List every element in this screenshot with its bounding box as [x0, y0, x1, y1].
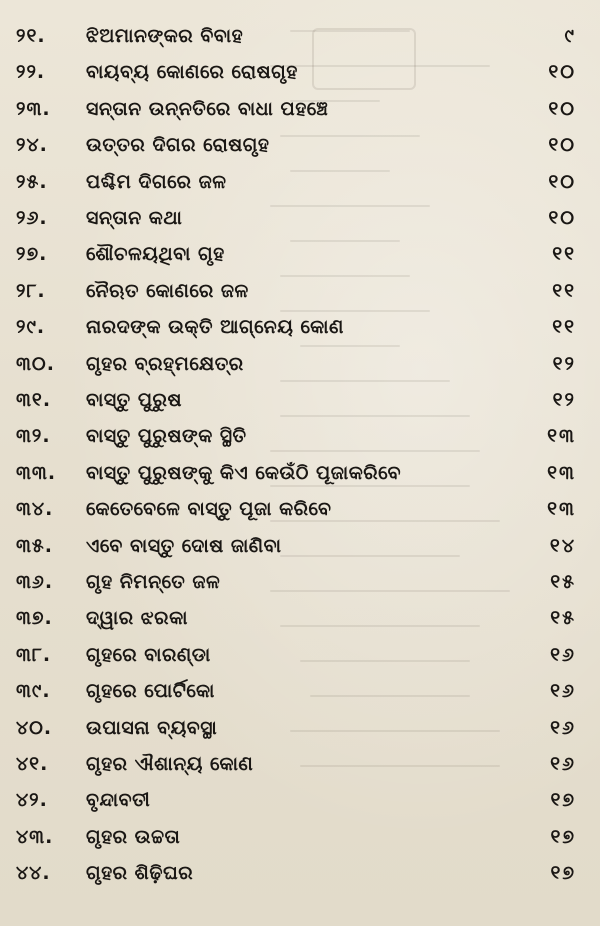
entry-page-number: ୧୫ [550, 607, 576, 629]
entry-page-number: ୧୧ [552, 243, 576, 265]
entry-number: ୩୭. [16, 607, 53, 629]
entry-title: ଦ୍ୱାର ଝରକା [86, 607, 188, 629]
entry-title: ଉତ୍ତର ଦିଗର ରୋଷଗୃହ [86, 134, 270, 156]
entry-page-number: ୧୧ [552, 280, 576, 302]
entry-title: ସନ୍ତାନ ଉନ୍ନତିରେ ବାଧା ପହଞ୍ଚେ [86, 98, 329, 120]
entry-title: ବାସ୍ତୁ ପୁରୁଷଙ୍କୁ କିଏ କେଉଁଠି ପୂଜାକରିବେ [86, 462, 402, 484]
entry-title: କେତେବେଳେ ବାସ୍ତୁ ପୂଜା କରିବେ [86, 498, 332, 520]
entry-number: ୩୯. [16, 680, 51, 702]
entry-page-number: ୧୦ [548, 171, 576, 193]
entry-title: ନୈଋତ କୋଣରେ ଜଳ [86, 280, 249, 302]
toc-entry[interactable] [0, 420, 600, 452]
toc-entry[interactable] [0, 56, 600, 88]
entry-page-number: ୧୭ [550, 862, 576, 884]
toc-entry[interactable] [0, 311, 600, 343]
entry-title: ଗୃହ ନିମନ୍ତେ ଜଳ [86, 571, 221, 593]
entry-page-number: ୧୩ [547, 425, 576, 447]
entry-page-number: ୧୦ [548, 98, 576, 120]
entry-title: ଶୌଚଳୟଥିବା ଗୃହ [86, 243, 225, 265]
entry-page-number: ୧୨ [552, 389, 576, 411]
entry-title: ଉପାସନା ବ୍ୟବସ୍ଥା [86, 717, 218, 739]
entry-number: ୨୭. [16, 243, 48, 265]
entry-title: ଗୃହର ବ୍ରହ୍ମକ୍ଷେତ୍ର [86, 353, 244, 375]
entry-page-number: ୧୩ [547, 462, 576, 484]
entry-number: ୪୪. [16, 862, 51, 884]
entry-number: ୨୮. [16, 280, 46, 302]
toc-entry[interactable] [0, 493, 600, 525]
entry-page-number: ୧୭ [550, 789, 576, 811]
entry-title: ବାସ୍ତୁ ପୁରୁଷଙ୍କ ସ୍ଥିତି [86, 425, 247, 447]
toc-entry[interactable] [0, 348, 600, 380]
entry-page-number: ୧୦ [548, 61, 576, 83]
toc-entry[interactable] [0, 712, 600, 744]
toc-entry[interactable] [0, 202, 600, 234]
toc-entry[interactable] [0, 784, 600, 816]
toc-entry[interactable] [0, 384, 600, 416]
toc-entry[interactable] [0, 602, 600, 634]
entry-page-number: ୧୬ [550, 680, 576, 702]
toc-entry[interactable] [0, 238, 600, 270]
toc-entry[interactable] [0, 639, 600, 671]
entry-title: ନାରଦଙ୍କ ଉକ୍ତି ଆଗ୍ନେୟ କୋଣ [86, 316, 344, 338]
entry-page-number: ୧୩ [547, 498, 576, 520]
toc-entry[interactable] [0, 857, 600, 889]
entry-number: ୪୩. [16, 826, 54, 848]
entry-title: ଝିଅମାନଙ୍କର ବିବାହ [86, 25, 244, 47]
entry-title: ଗୃହର ଐଶାନ୍ୟ କୋଣ [86, 753, 254, 775]
entry-page-number: ୧୫ [550, 571, 576, 593]
entry-number: ୪୦. [16, 717, 53, 739]
entry-title: ଗୃହର ଶିଢ଼ିଘର [86, 862, 194, 884]
entry-page-number: ୯ [564, 25, 576, 47]
entry-title: ଗୃହରେ ବାରଣ୍ଡା [86, 644, 211, 666]
toc-entry[interactable] [0, 675, 600, 707]
entry-number: ୩୧. [16, 389, 52, 411]
toc-entry[interactable] [0, 821, 600, 853]
toc-entry[interactable] [0, 129, 600, 161]
entry-number: ୨୩. [16, 98, 51, 120]
entry-number: ୩୪. [16, 498, 54, 520]
entry-title: ଗୃହର ଉଚ୍ଚତା [86, 826, 181, 848]
entry-number: ୨୧. [16, 25, 46, 47]
entry-page-number: ୧୪ [549, 535, 576, 557]
entry-title: ପଶ୍ଚିମ ଦିଗରେ ଜଳ [86, 171, 227, 193]
toc-entry[interactable] [0, 748, 600, 780]
entry-number: ୩୦. [16, 353, 55, 375]
entry-number: ୨୬. [16, 207, 48, 229]
toc-entry[interactable] [0, 93, 600, 125]
entry-number: ୨୪. [16, 134, 48, 156]
entry-title: ବୃନ୍ଦାବତୀ [86, 789, 151, 811]
entry-page-number: ୧୧ [552, 316, 576, 338]
entry-page-number: ୧୦ [548, 207, 576, 229]
entry-page-number: ୧୨ [552, 353, 576, 375]
entry-number: ୩୫. [16, 535, 54, 557]
entry-title: ଏବେ ବାସ୍ତୁ ଦୋଷ ଜାଣିବା [86, 535, 282, 557]
entry-number: ୨୨. [16, 61, 46, 83]
toc-entry[interactable] [0, 275, 600, 307]
toc-entry[interactable] [0, 566, 600, 598]
toc-entry[interactable] [0, 20, 600, 52]
entry-page-number: ୧୦ [548, 134, 576, 156]
entry-page-number: ୧୬ [550, 753, 576, 775]
entry-title: ବାୟବ୍ୟ କୋଣରେ ରୋଷଗୃହ [86, 61, 298, 83]
entry-page-number: ୧୭ [550, 826, 576, 848]
entry-number: ୩୩. [16, 462, 57, 484]
entry-page-number: ୧୬ [550, 717, 576, 739]
entry-number: ୪୨. [16, 789, 48, 811]
toc-entry[interactable] [0, 166, 600, 198]
toc-entry[interactable] [0, 457, 600, 489]
entry-page-number: ୧୬ [550, 644, 576, 666]
entry-number: ୨୯. [16, 316, 46, 338]
entry-title: ସନ୍ତାନ କଥା [86, 207, 183, 229]
entry-title: ବାସ୍ତୁ ପୁରୁଷ [86, 389, 182, 411]
entry-number: ୩୬. [16, 571, 54, 593]
entry-title: ଗୃହରେ ପୋର୍ଟିକୋ [86, 680, 215, 702]
entry-number: ୪୧. [16, 753, 49, 775]
entry-number: ୨୫. [16, 171, 48, 193]
entry-number: ୩୨. [16, 425, 51, 447]
toc-entry[interactable] [0, 530, 600, 562]
entry-number: ୩୮. [16, 644, 52, 666]
